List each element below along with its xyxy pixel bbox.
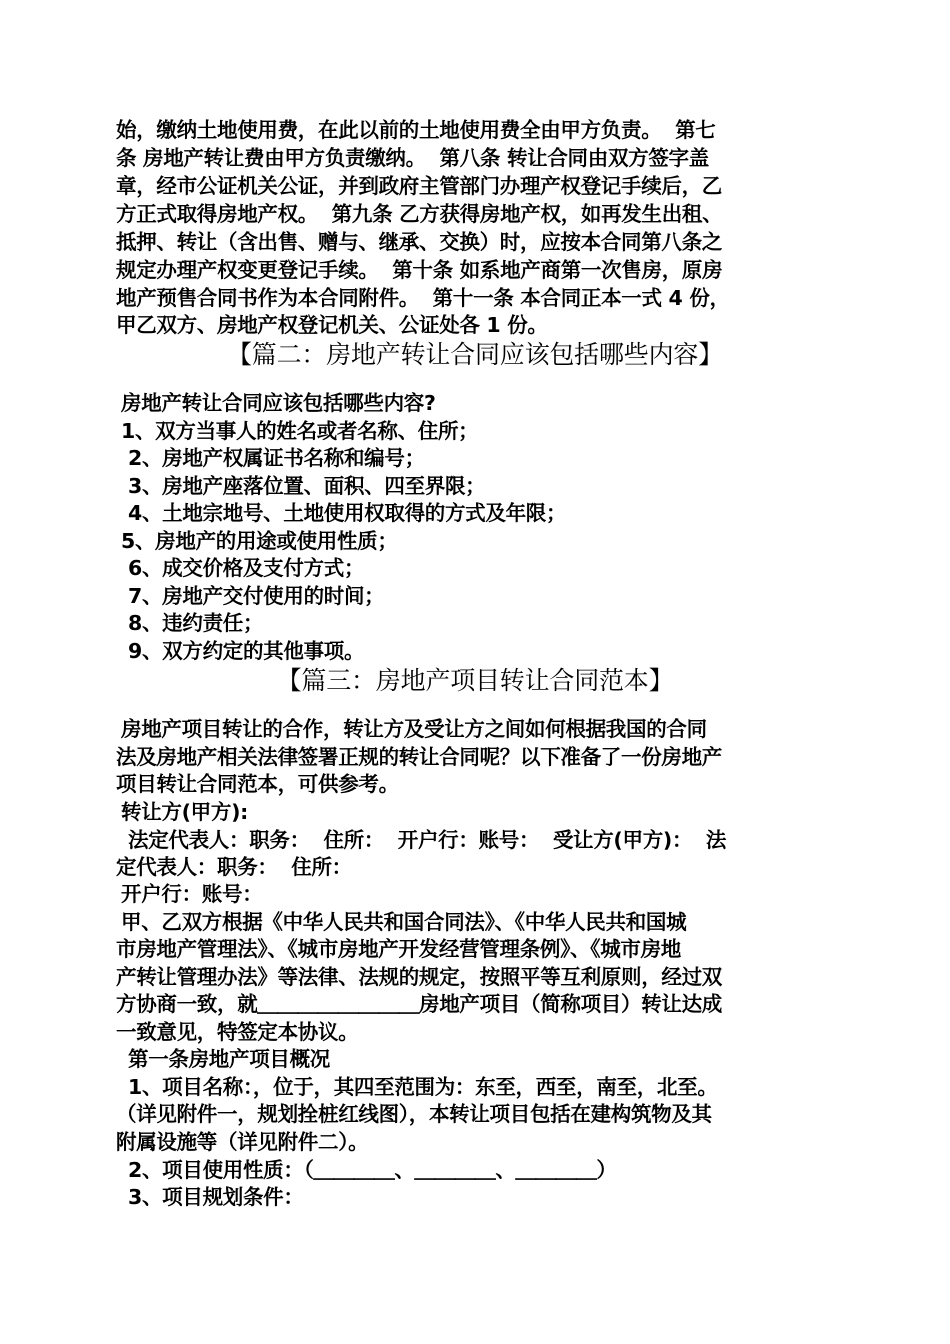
section2-question: 房地产转让合同应该包括哪些内容? bbox=[121, 391, 436, 415]
section2-heading: 【篇二：房地产转让合同应该包括哪些内容】 bbox=[226, 340, 723, 369]
section3-line: （详见附件一，规划拴桩红线图），本转让项目包括在建构筑物及其 bbox=[116, 1102, 712, 1126]
section3-line: 甲、乙双方根据《中华人民共和国合同法》、《中华人民共和国城 bbox=[121, 910, 687, 934]
section3-line: 2、项目使用性质：（＿＿＿＿、＿＿＿＿、＿＿＿＿） bbox=[128, 1158, 617, 1182]
section3-heading: 【篇三：房地产项目转让合同范本】 bbox=[276, 666, 674, 695]
intro-line: 方正式取得房地产权。 第九条 乙方获得房地产权，如再发生出租、 bbox=[116, 202, 723, 226]
intro-line: 章，经市公证机关公证，并到政府主管部门办理产权登记手续后，乙 bbox=[116, 174, 722, 198]
list-item: 9、双方约定的其他事项。 bbox=[128, 639, 365, 663]
section3-line: 3、项目规划条件： bbox=[128, 1185, 304, 1209]
section3-line: 市房地产管理法》、《城市房地产开发经营管理条例》、《城市房地 bbox=[116, 937, 681, 961]
section3-line: 产转让管理办法》等法律、法规的规定，按照平等互利原则，经过双 bbox=[116, 965, 722, 989]
section3-line: 房地产项目转让的合作，转让方及受让方之间如何根据我国的合同 bbox=[121, 717, 707, 741]
list-item: 5、房地产的用途或使用性质； bbox=[121, 529, 398, 553]
list-item: 1、双方当事人的姓名或者名称、住所； bbox=[121, 419, 479, 443]
section3-line: 开户行：账号： bbox=[121, 882, 263, 906]
section3-line: 附属设施等（详见附件二）。 bbox=[116, 1130, 369, 1154]
intro-line: 甲乙双方、房地产权登记机关、公证处各 1 份。 bbox=[116, 313, 548, 337]
list-item: 4、土地宗地号、土地使用权取得的方式及年限； bbox=[128, 501, 567, 525]
section3-line: 1、项目名称：，位于，其四至范围为：东至，西至，南至，北至。 bbox=[128, 1075, 718, 1099]
section3-line: 法及房地产相关法律签署正规的转让合同呢？以下准备了一份房地产 bbox=[116, 745, 722, 769]
section3-line: 定代表人：职务： 住所： bbox=[116, 855, 352, 879]
list-item: 8、违约责任； bbox=[128, 611, 264, 635]
intro-line: 规定办理产权变更登记手续。 第十条 如系地产商第一次售房，原房 bbox=[116, 258, 723, 282]
intro-line: 始，缴纳土地使用费，在此以前的土地使用费全由甲方负责。 第七 bbox=[116, 118, 716, 142]
section3-line: 项目转让合同范本，可供参考。 bbox=[116, 772, 399, 796]
intro-line: 地产预售合同书作为本合同附件。 第十一条 本合同正本一式 4 份， bbox=[116, 286, 730, 310]
list-item: 3、房地产座落位置、面积、四至界限； bbox=[128, 474, 486, 498]
section3-line: 方协商一致，就＿＿＿＿＿＿＿＿房地产项目（简称项目）转让达成 bbox=[116, 992, 722, 1016]
section3-line: 法定代表人：职务： 住所： 开户行：账号： 受让方(甲方)： 法 bbox=[128, 828, 727, 852]
intro-line: 抵押、转让（含出售、赠与、继承、交换）时，应按本合同第八条之 bbox=[116, 230, 722, 254]
list-item: 2、房地产权属证书名称和编号； bbox=[128, 446, 425, 470]
intro-line: 条 房地产转让费由甲方负责缴纳。 第八条 转让合同由双方签字盖 bbox=[116, 146, 709, 170]
list-item: 7、房地产交付使用的时间； bbox=[128, 584, 385, 608]
section3-line: 一致意见，特签定本协议。 bbox=[116, 1020, 359, 1044]
list-item: 6、成交价格及支付方式； bbox=[128, 556, 365, 580]
section3-line: 第一条房地产项目概况 bbox=[128, 1047, 330, 1071]
section3-line: 转让方(甲方): bbox=[121, 800, 249, 824]
